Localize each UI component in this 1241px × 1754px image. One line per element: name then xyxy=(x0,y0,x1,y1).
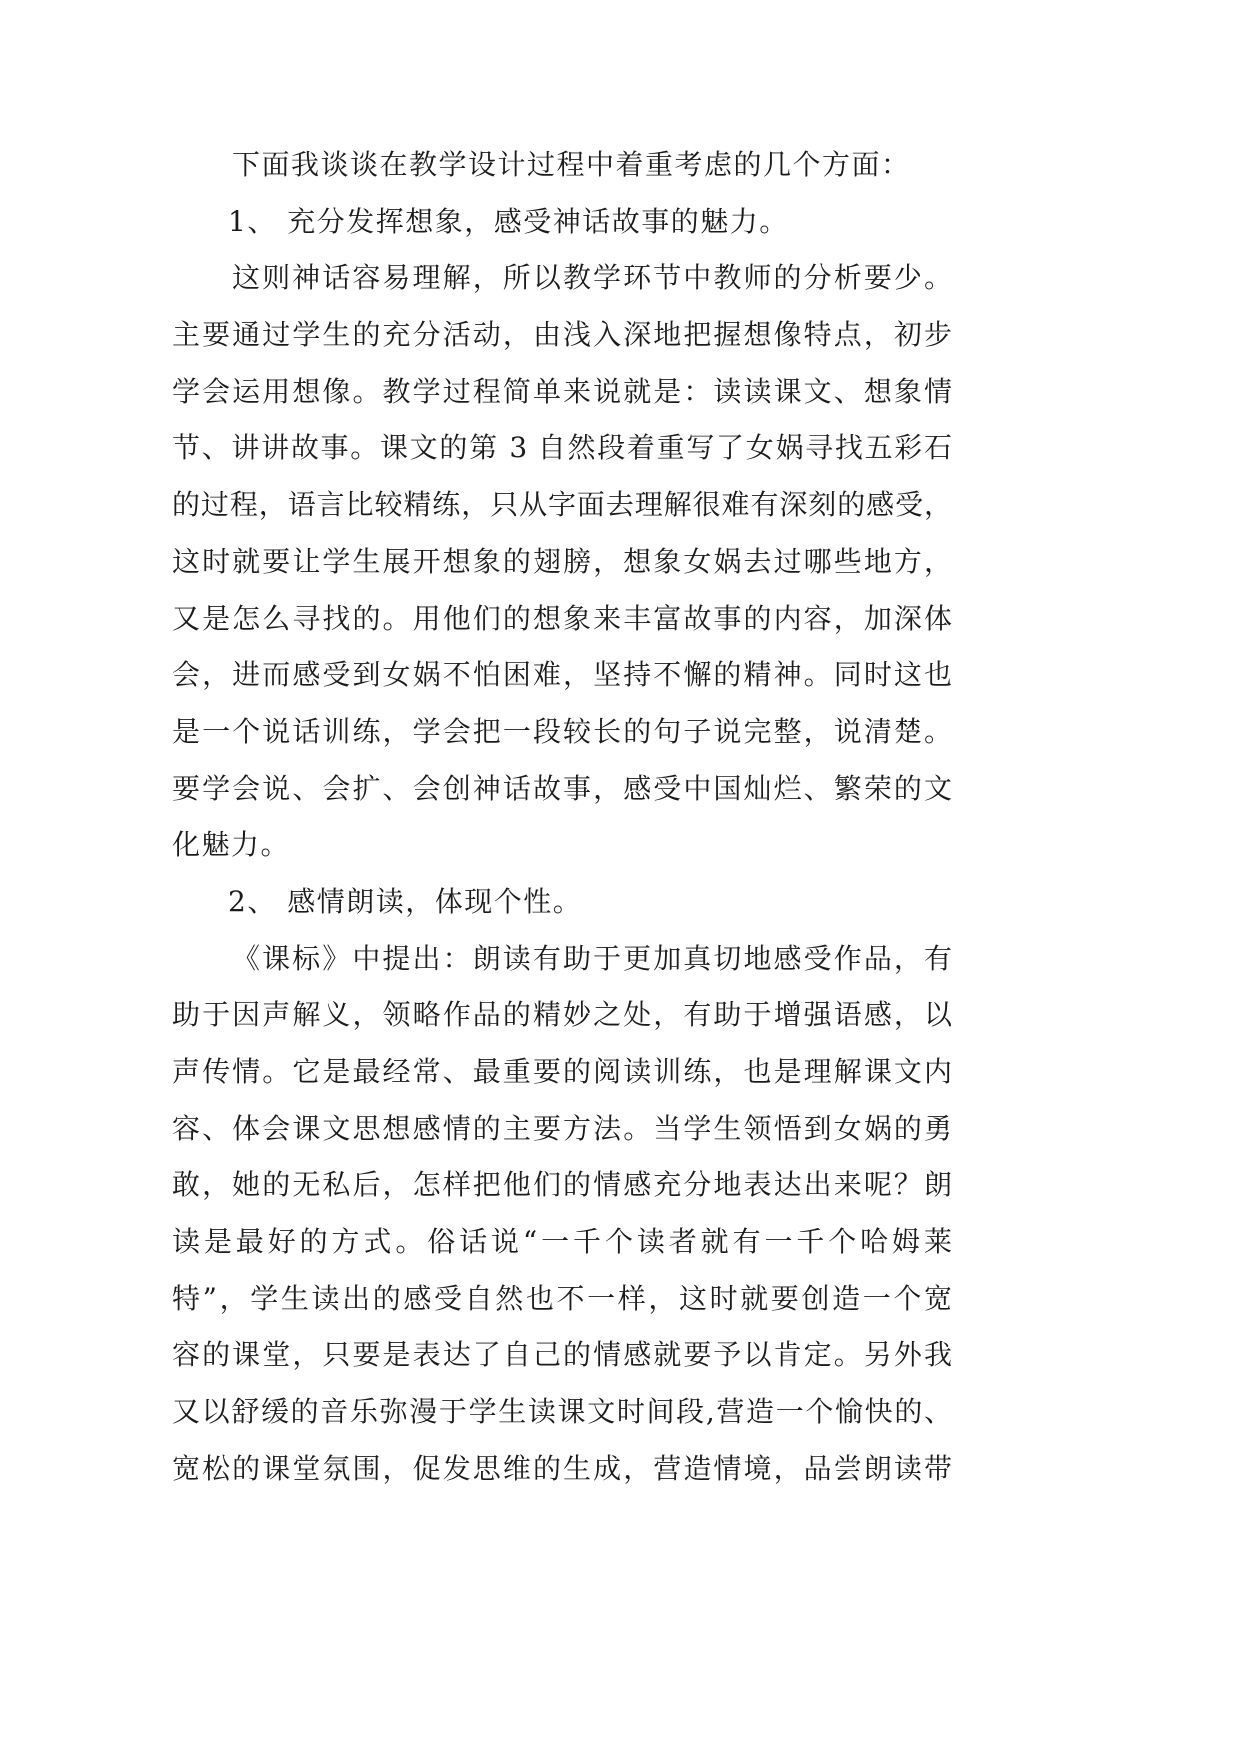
section-1-line: 这时就要让学生展开想象的翅膀，想象女娲去过哪些地方， xyxy=(172,544,952,578)
section-2-line: 助于因声解义，领略作品的精妙之处，有助于增强语感，以 xyxy=(172,998,952,1032)
section-2-line: 容、体会课文思想感情的主要方法。当学生领悟到女娲的勇 xyxy=(172,1111,952,1145)
section-1-heading: 1、 充分发挥想象，感受神话故事的魅力。 xyxy=(228,204,789,238)
body-text xyxy=(172,137,952,1498)
section-2-line: 宽松的课堂氛围，促发思维的生成，营造情境，品尝朗读带 xyxy=(172,1451,952,1485)
section-2-heading: 2、 感情朗读，体现个性。 xyxy=(228,884,583,918)
section-2-line: 敢，她的无私后，怎样把他们的情感充分地表达出来呢？朗 xyxy=(172,1168,952,1202)
section-2-line: 读是最好的方式。俗话说“一千个读者就有一千个哈姆莱 xyxy=(172,1225,952,1259)
section-1-line: 化魅力。 xyxy=(172,828,291,862)
section-2-line: 声传情。它是最经常、最重要的阅读训练，也是理解课文内 xyxy=(172,1055,952,1088)
section-1-line: 又是怎么寻找的。用他们的想象来丰富故事的内容，加深体 xyxy=(172,601,952,635)
section-2-line: 《课标》中提出：朗读有助于更加真切地感受作品，有 xyxy=(232,941,952,975)
section-1-line: 会，进而感受到女娲不怕困难，坚持不懈的精神。同时这也 xyxy=(172,658,952,692)
section-1-line: 节、讲讲故事。课文的第 3 自然段着重写了女娲寻找五彩石 xyxy=(172,431,952,465)
section-1-line: 要学会说、会扩、会创神话故事，感受中国灿烂、繁荣的文 xyxy=(172,771,952,805)
section-1-line: 是一个说话训练，学会把一段较长的句子说完整，说清楚。 xyxy=(172,714,952,748)
section-1-line: 主要通过学生的充分活动，由浅入深地把握想像特点，初步 xyxy=(172,318,952,352)
section-2-line: 容的课堂，只要是表达了自己的情感就要予以肯定。另外我 xyxy=(172,1338,952,1372)
section-2-line: 又以舒缓的音乐弥漫于学生读课文时间段,营造一个愉快的、 xyxy=(172,1395,952,1429)
intro-paragraph: 下面我谈谈在教学设计过程中着重考虑的几个方面： xyxy=(232,148,911,181)
section-2-line: 特”，学生读出的感受自然也不一样，这时就要创造一个宽 xyxy=(172,1281,952,1315)
section-1-line: 这则神话容易理解，所以教学环节中教师的分析要少。 xyxy=(232,261,952,295)
section-1-line: 学会运用想像。教学过程简单来说就是：读读课文、想象情 xyxy=(172,374,952,408)
section-1-line: 的过程，语言比较精练，只从字面去理解很难有深刻的感受， xyxy=(172,488,952,522)
